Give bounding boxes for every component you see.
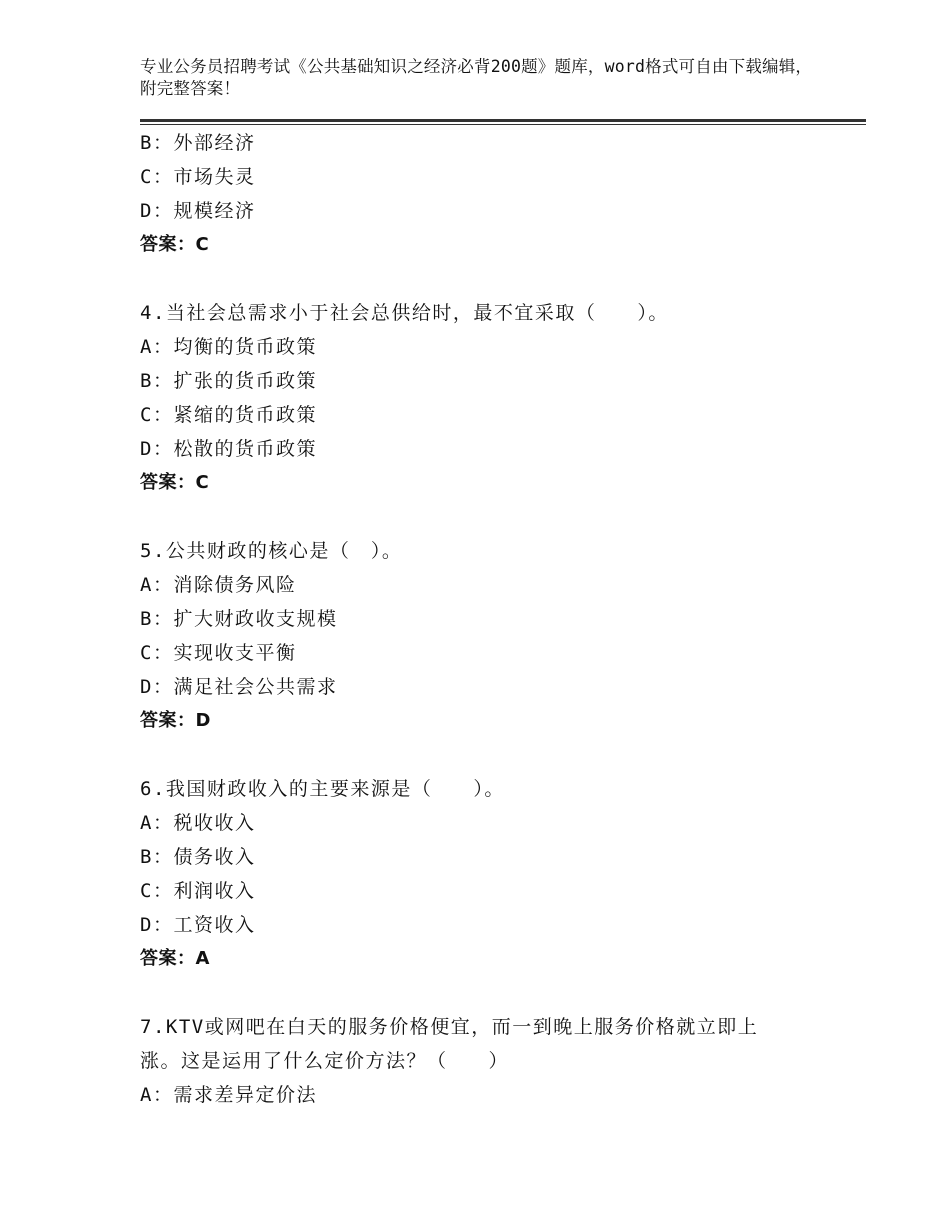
- option-d: D：满足社会公共需求: [140, 676, 338, 698]
- option-d: D：松散的货币政策: [140, 438, 317, 460]
- header-text: 专业公务员招聘考试《公共基础知识之经济必背200题》题库，word格式可自由下载编辑，附完整答案！: [140, 57, 813, 98]
- option-c: C：市场失灵: [140, 166, 256, 188]
- header-rule-thick: [140, 119, 866, 122]
- header-rule-thin: [140, 124, 866, 125]
- question-6: [140, 772, 866, 976]
- question-text-line-1: 7.KTV或网吧在白天的服务价格便宜，而一到晚上服务价格就立即上: [140, 1016, 759, 1038]
- question-list: [140, 126, 866, 1112]
- answer: 答案：C: [140, 472, 210, 493]
- question-3: [140, 126, 866, 262]
- answer: 答案：C: [140, 234, 210, 255]
- option-b: B：外部经济: [140, 132, 256, 154]
- answer: 答案：A: [140, 948, 210, 969]
- option-a: A：需求差异定价法: [140, 1084, 317, 1106]
- spacer: [140, 738, 866, 772]
- option-d: D：工资收入: [140, 914, 256, 936]
- spacer: [140, 500, 866, 534]
- option-b: B：扩大财政收支规模: [140, 608, 338, 630]
- question-text: 4.当社会总需求小于社会总供给时，最不宜采取（ ）。: [140, 302, 669, 324]
- answer: 答案：D: [140, 710, 211, 731]
- question-4: [140, 296, 866, 500]
- option-a: A：消除债务风险: [140, 574, 297, 596]
- spacer: [140, 976, 866, 1010]
- option-c: C：利润收入: [140, 880, 256, 902]
- spacer: [140, 262, 866, 296]
- page-header: [140, 56, 820, 100]
- question-5: [140, 534, 866, 738]
- option-a: A：税收收入: [140, 812, 256, 834]
- option-a: A：均衡的货币政策: [140, 336, 317, 358]
- question-text-line-2: 涨。这是运用了什么定价方法？（ ）: [140, 1050, 510, 1072]
- question-text: 5.公共财政的核心是（ ）。: [140, 540, 403, 562]
- question-7: [140, 1010, 866, 1112]
- option-c: C：紧缩的货币政策: [140, 404, 317, 426]
- option-b: B：扩张的货币政策: [140, 370, 317, 392]
- option-d: D：规模经济: [140, 200, 256, 222]
- question-text: 6.我国财政收入的主要来源是（ ）。: [140, 778, 505, 800]
- option-c: C：实现收支平衡: [140, 642, 297, 664]
- option-b: B：债务收入: [140, 846, 256, 868]
